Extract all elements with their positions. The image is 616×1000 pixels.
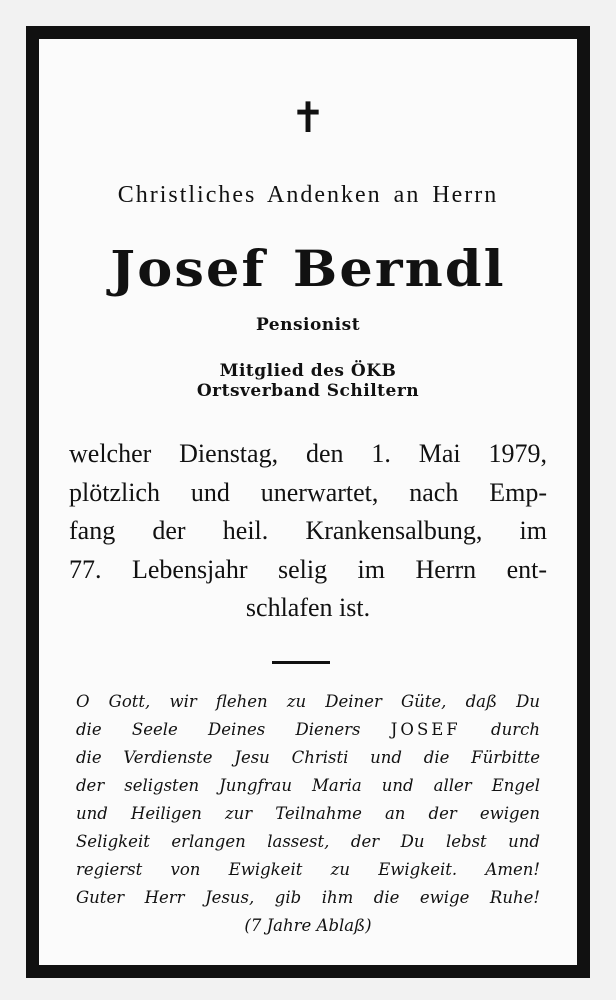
prayer-line-part: durch bbox=[491, 720, 540, 739]
cross-icon: ✝ bbox=[290, 93, 326, 142]
death-announcement bbox=[69, 435, 547, 628]
deceased-name: Josef Berndl bbox=[110, 239, 506, 298]
prayer-line-part: die Seele Deines Dieners bbox=[76, 720, 361, 739]
prayer-name: JOSEF bbox=[390, 720, 461, 739]
association: Ortsverband Schiltern bbox=[196, 381, 420, 401]
memorial-card bbox=[26, 26, 590, 978]
prayer-line: O Gott, wir flehen zu Deiner Güte, daß Du bbox=[76, 692, 540, 711]
membership: Mitglied des ÖKB bbox=[219, 361, 397, 381]
prayer-line: die Verdienste Jesu Christi und die Fürbitte bbox=[76, 748, 540, 767]
prayer-line: und Heiligen zur Teilnahme an der ewigen bbox=[76, 804, 540, 823]
intro-text: Christliches Andenken an Herrn bbox=[117, 182, 499, 208]
occupation: Pensionist bbox=[255, 315, 361, 335]
prayer-line bbox=[76, 716, 540, 744]
announcement-line: schlafen ist. bbox=[245, 593, 371, 622]
indulgence-note: (7 Jahre Ablaß) bbox=[244, 916, 372, 935]
announcement-line: 77. Lebensjahr selig im Herrn ent- bbox=[69, 554, 547, 584]
divider-rule bbox=[272, 661, 330, 664]
prayer-text bbox=[76, 688, 540, 940]
announcement-line: plötzlich und unerwartet, nach Emp- bbox=[69, 477, 547, 507]
prayer-line: der seligsten Jungfrau Maria und aller Engel bbox=[76, 776, 540, 795]
prayer-line: Guter Herr Jesus, gib ihm die ewige Ruhe! bbox=[76, 888, 540, 907]
prayer-line: regierst von Ewigkeit zu Ewigkeit. Amen! bbox=[76, 860, 540, 879]
prayer-line: Seligkeit erlangen lassest, der Du lebst und bbox=[76, 832, 540, 851]
announcement-line: fang der heil. Krankensalbung, im bbox=[69, 516, 547, 545]
announcement-line: welcher Dienstag, den 1. Mai 1979, bbox=[69, 439, 547, 468]
